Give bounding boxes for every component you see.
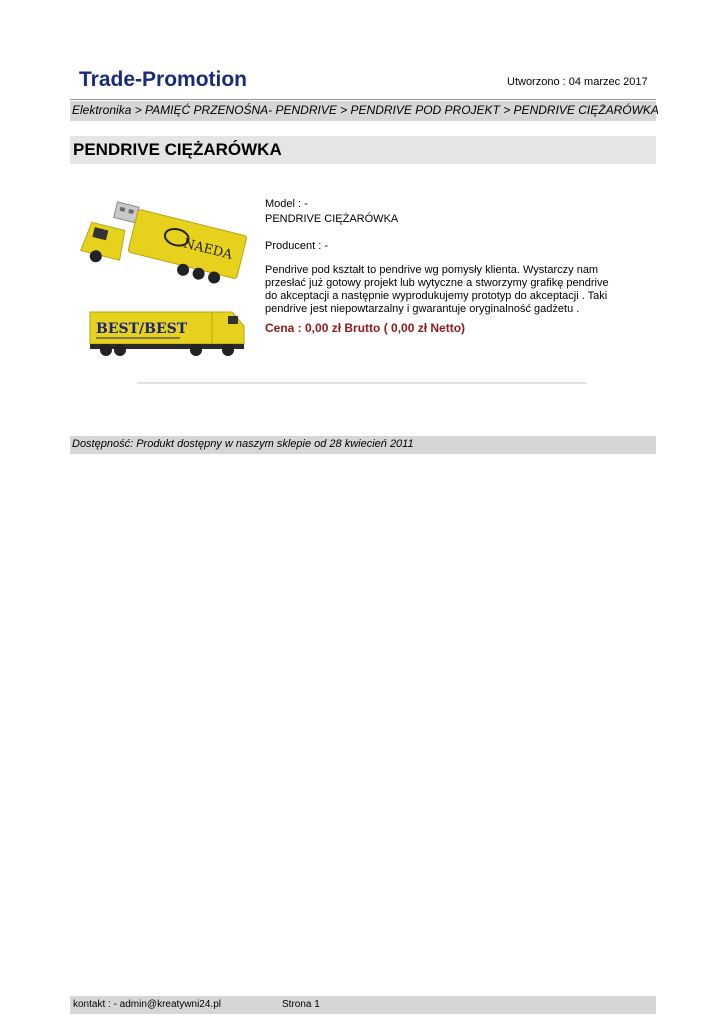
best-logo-text: BEST/BEST [96, 321, 188, 337]
footer-contact: kontakt : - admin@kreatywni24.pl [73, 999, 221, 1010]
footer-page-number: Strona 1 [282, 999, 320, 1010]
availability-text: Dostępność: Produkt dostępny w naszym sklepie od 28 kwiecień 2011 [72, 438, 414, 450]
product-title: PENDRIVE CIĘŻARÓWKA [73, 140, 282, 159]
product-price: Cena : 0,00 zł Brutto ( 0,00 zł Netto) [265, 321, 466, 335]
created-date: Utworzono : 04 marzec 2017 [507, 76, 648, 88]
naeda-logo-text: NAEDA [181, 236, 234, 263]
product-description: Pendrive pod kształt to pendrive wg pomysły klienta. Wystarczy nam przesłać już gotowy projekt lub wytyczne a stworzymy grafikę pendrive do akceptacji a następnie wyprodukujemy prototyp do akceptacji . Taki pendrive jest niepowtarzalny i gwarantuje oryginalność gadżetu . [265, 264, 609, 315]
producer-label: Producent : - [265, 240, 328, 252]
product-image [76, 200, 248, 360]
section-divider [137, 382, 587, 384]
brand-title: Trade-Promotion [79, 68, 248, 91]
model-name: PENDRIVE CIĘŻARÓWKA [265, 213, 399, 225]
header-divider [70, 99, 656, 100]
model-label: Model : - [265, 198, 308, 210]
breadcrumb: Elektronika > PAMIĘĆ PRZENOŚNA- PENDRIVE > PENDRIVE POD PROJEKT > PENDRIVE CIĘŻARÓWKA [72, 103, 659, 117]
